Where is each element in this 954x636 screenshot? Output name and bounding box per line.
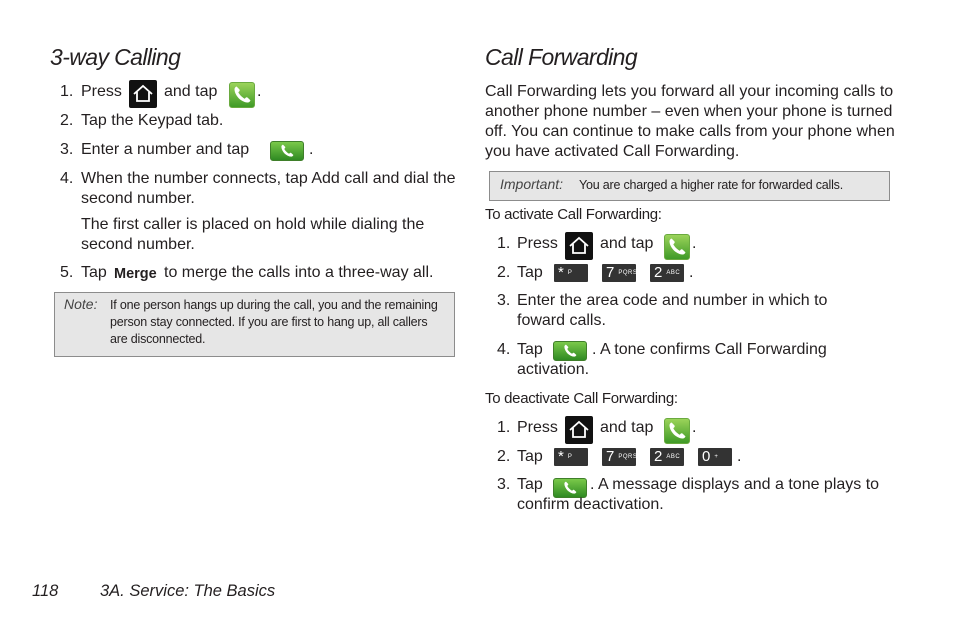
important-text: You are charged a higher rate for forwarded calls.: [579, 178, 844, 192]
key-7: 7 PQRS: [602, 448, 636, 466]
phone-icon: [229, 82, 255, 108]
important-box: [489, 171, 890, 201]
important-label: Important:: [500, 176, 564, 192]
page-number: 118: [32, 582, 59, 600]
note-label: Note:: [64, 296, 98, 312]
key-2: 2 ABC: [650, 264, 684, 282]
section-title: Call Forwarding: [485, 44, 638, 70]
home-icon: [565, 416, 593, 444]
section-title: 3-way Calling: [50, 44, 181, 70]
note-box: [54, 292, 455, 357]
note-text: If one person hangs up during the call, you and the remaining person stay connected. If you are first to hang up, all callers are disconnected.: [110, 298, 438, 346]
home-icon: [129, 80, 157, 108]
intro-paragraph: Call Forwarding lets you forward all your incoming calls to another phone number – even when your phone is turned off. You can continue to make calls from your phone when you have activated Call Forwarding.: [485, 83, 895, 160]
section-footer: 3A. Service: The Basics: [100, 582, 276, 600]
key-2: 2 ABC: [650, 448, 684, 466]
phone-icon: [664, 418, 690, 444]
phone-icon: [270, 141, 304, 161]
deactivate-heading: To deactivate Call Forwarding:: [485, 390, 678, 407]
key-0: 0 +: [698, 448, 732, 466]
key-star: * P: [554, 448, 588, 466]
merge-label: Merge: [114, 266, 157, 282]
phone-icon: [664, 234, 690, 260]
home-icon: [565, 232, 593, 260]
activate-heading: To activate Call Forwarding:: [485, 206, 662, 223]
key-star: * P: [554, 264, 588, 282]
key-7: 7 PQRS: [602, 264, 636, 282]
